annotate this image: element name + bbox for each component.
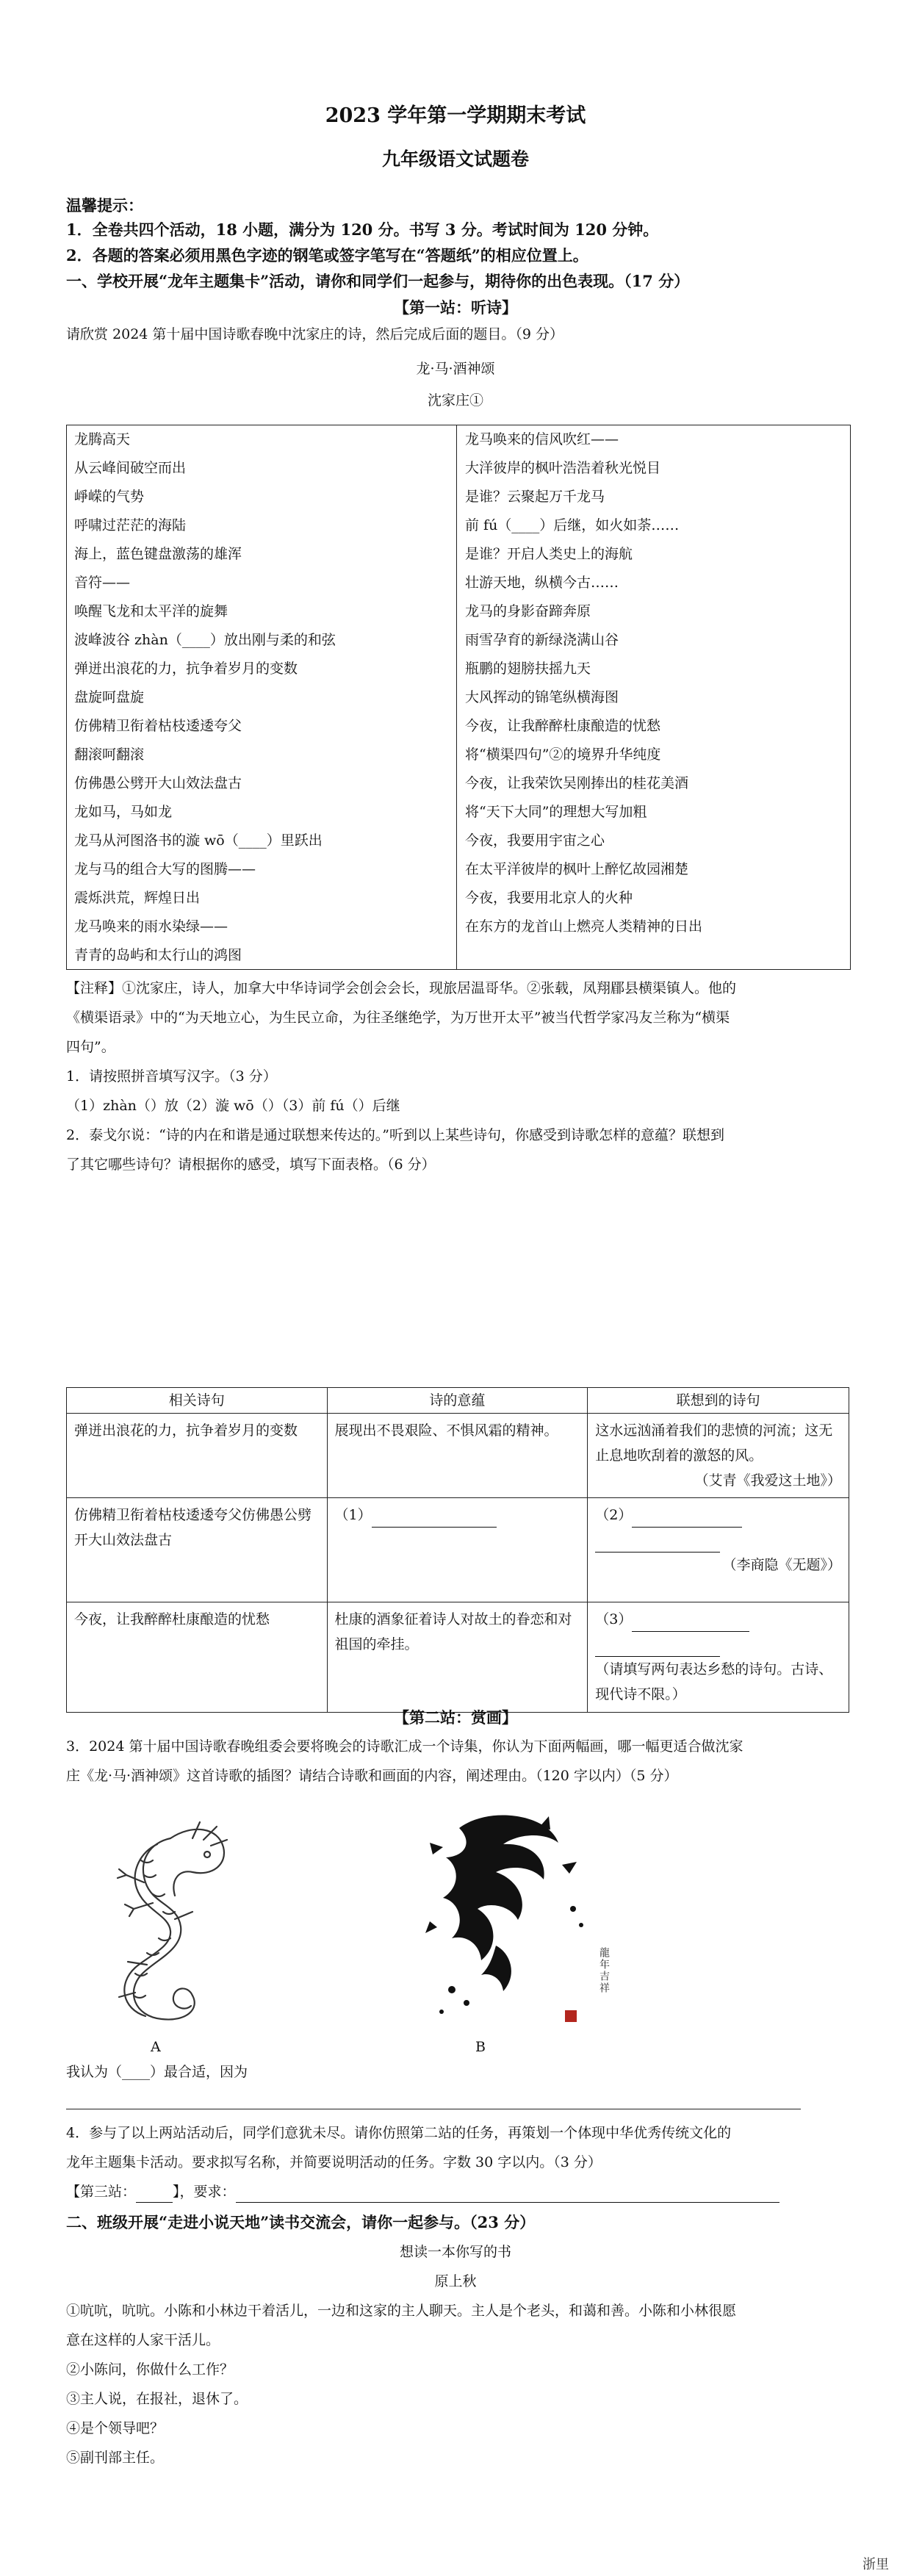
poem-author: 沈家庄①	[427, 392, 483, 409]
image-label-a: A	[151, 2039, 161, 2055]
station1-heading: 【第一站：听诗】	[394, 298, 517, 317]
question-4-line-1: 4．参与了以上两站活动后，同学们意犹未尽。请你仿照第二站的任务，再策划一个体现中华优秀传统文化的	[66, 2125, 732, 2141]
row2-associated[interactable]	[588, 1498, 849, 1602]
poem-right-column	[458, 425, 847, 969]
tip-1: 1．全卷共四个活动，18 小题，满分为 120 分。书写 3 分。考试时间为 120 分钟。	[66, 220, 659, 239]
poem-line: 是谁？云聚起万千龙马	[465, 489, 605, 505]
poem-line: 今夜，我要用北京人的火种	[465, 890, 633, 906]
poem-line: 仿佛愚公劈开大山效法盘古	[74, 775, 242, 791]
poem-left-column	[67, 425, 457, 969]
poem-line: 龙马唤来的雨水染绿——	[74, 918, 228, 935]
poem-line: 瓶鹏的翅膀扶摇九天	[465, 661, 591, 677]
exam-subtitle: 九年级语文试题卷	[381, 148, 529, 170]
station3-name-blank[interactable]	[136, 2186, 173, 2203]
poem-line: 青青的岛屿和太行山的鸿图	[74, 947, 242, 963]
poem-line: 龙与马的组合大写的图腾——	[74, 861, 256, 877]
row3-note: （请填写两句表达乡愁的诗句。古诗、现代诗不限。）	[595, 1661, 833, 1702]
tip-2: 2．各题的答案必须用黑色字迹的钢笔或签字笔写在“答题纸”的相应位置上。	[66, 246, 588, 265]
note-line-2: 《横渠语录》中的“为天地立心，为生民立命，为往圣继绝学，为万世开太平”被当代哲学家冯友兰称为“横渠	[66, 1010, 730, 1026]
poem-line: 弹迸出浪花的力，抗争着岁月的变数	[74, 661, 298, 677]
question-3-line-1: 3．2024 第十届中国诗歌春晚组委会要将晚会的诗歌汇成一个诗集，你认为下面两幅画，哪一幅更适合做沈家	[66, 1738, 743, 1755]
poem-line: 在东方的龙首山上燃亮人类精神的日出	[465, 918, 703, 935]
poem-line: 龙如马，马如龙	[74, 804, 173, 820]
footer-mark: 浙里	[863, 2557, 889, 2572]
exam-title: 2023 学年第一学期期末考试	[325, 104, 586, 127]
section2-heading: 二、班级开展“走进小说天地”读书交流会，请你一起参与。（23 分）	[66, 2213, 536, 2231]
poem-line: 盘旋呵盘旋	[74, 689, 145, 705]
poem-line: 翻滚呵翻滚	[74, 746, 145, 763]
station3-requirement-blank[interactable]	[236, 2186, 779, 2203]
section1-heading: 一、学校开展“龙年主题集卡”活动，请你和同学们一起参与，期待你的出色表现。（17 分）	[66, 272, 690, 290]
poem-line: 将“天下大同”的理想大写加粗	[465, 804, 647, 820]
col-header-meaning: 诗的意蕴	[327, 1388, 588, 1414]
row2-associated-label: （2）	[595, 1507, 633, 1523]
story-paragraph-3: ③主人说，在报社，退休了。	[66, 2391, 248, 2407]
poem-line: 呼啸过茫茫的海陆	[74, 517, 187, 533]
row2-meaning-label: （1）	[334, 1507, 372, 1523]
station2-heading: 【第二站：赏画】	[394, 1708, 517, 1727]
question-2-line-1: 2．泰戈尔说：“诗的内在和谐是通过联想来传达的。”听到以上某些诗句，你感受到诗歌怎样的意蕴？联想到	[66, 1127, 725, 1143]
station3-requirement-label: 】，要求：	[173, 2184, 236, 2200]
poem-line: 从云峰间破空而出	[74, 460, 187, 476]
answer-blank-2a[interactable]	[632, 1511, 742, 1528]
answer-blank-3a[interactable]	[632, 1615, 749, 1632]
question-2-line-2: 了其它哪些诗句？请根据你的感受，填写下面表格。（6 分）	[66, 1156, 436, 1173]
poem-line: 是谁？开启人类史上的海航	[465, 546, 633, 562]
station1-intro: 请欣赏 2024 第十届中国诗歌春晚中沈家庄的诗，然后完成后面的题目。（9 分）	[66, 326, 564, 342]
question-1-items: （1）zhàn（）放（2）漩 wō（）（3）前 fú（）后继	[66, 1098, 400, 1114]
col-header-verse: 相关诗句	[67, 1388, 328, 1414]
poem-line: 震烁洪荒，辉煌日出	[74, 890, 201, 906]
note-line-3: 四句”。	[66, 1039, 115, 1055]
poem-line: 波峰波谷 zhàn（____）放出刚与柔的和弦	[74, 632, 336, 648]
question-3-line-2: 庄《龙·马·酒神颂》这首诗歌的插图？请结合诗歌和画面的内容，阐述理由。（120 字以内）（5 分）	[66, 1768, 678, 1784]
row1-associated-text: 这水远汹涌着我们的悲愤的河流；这无止息地吹刮着的激怒的风。	[595, 1422, 833, 1464]
row2-meaning[interactable]	[327, 1498, 588, 1602]
poem-line: 雨雪孕育的新绿浇满山谷	[465, 632, 619, 648]
note-line-1: 【注释】①沈家庄，诗人，加拿大中华诗词学会创会会长，现旅居温哥华。②张载，凤翔郿县横渠镇人。他的	[66, 980, 737, 996]
poem-line: 音符——	[74, 575, 131, 591]
row1-verse: 弹迸出浪花的力，抗争着岁月的变数	[67, 1414, 328, 1498]
poem-line: 今夜，让我荣饮吴刚捧出的桂花美酒	[465, 775, 689, 791]
question-4-line-2: 龙年主题集卡活动。要求拟写名称，并简要说明活动的任务。字数 30 字以内。（3 分）	[66, 2154, 602, 2170]
poem-line: 大风挥动的锦笔纵横海图	[465, 689, 619, 705]
story-paragraph-4: ④是个领导吧？	[66, 2420, 165, 2436]
row3-verse: 今夜，让我醉醉杜康酿造的忧愁	[67, 1602, 328, 1713]
story-paragraph-1-line-2: 意在这样的人家干活儿。	[66, 2332, 220, 2348]
poem-line: 龙马的身影奋蹄奔原	[465, 603, 591, 619]
poem-line: 壮游天地，纵横今古……	[465, 575, 619, 591]
row1-associated	[588, 1414, 849, 1498]
poem-line: 龙马唤来的信风吹红——	[465, 431, 619, 447]
poem-line: 唤醒飞龙和太平洋的旋舞	[74, 603, 228, 619]
story-paragraph-2: ②小陈问，你做什么工作？	[66, 2361, 234, 2378]
poem-line: 海上，蓝色键盘激荡的雄浑	[74, 546, 242, 562]
story-author: 原上秋	[434, 2273, 477, 2289]
answer-blank-3b[interactable]	[595, 1640, 720, 1657]
row3-associated[interactable]	[588, 1602, 849, 1713]
poem-line: 今夜，让我醉醉杜康酿造的忧愁	[465, 718, 661, 734]
dragon-line-drawing-a[interactable]	[82, 1809, 237, 2029]
image-label-b: B	[475, 2039, 486, 2055]
question-3-answer-prompt: 我认为（____）最合适，因为	[66, 2064, 248, 2080]
poem-line: 崢嵘的气势	[74, 489, 145, 505]
poem-line: 将“横渠四句”②的境界升华纯度	[465, 746, 661, 763]
story-title: 想读一本你写的书	[399, 2244, 511, 2260]
station3-prefix: 【第三站：	[66, 2184, 137, 2200]
row3-meaning: 杜康的酒象征着诗人对故土的眷恋和对祖国的牵挂。	[327, 1602, 588, 1713]
poem-line: 龙腾高天	[74, 431, 131, 447]
row1-meaning: 展现出不畏艰险、不惧风霜的精神。	[327, 1414, 588, 1498]
poem-line: 龙马从河图洛书的漩 wō（____）里跃出	[74, 832, 323, 849]
dragon-ink-painting-b[interactable]	[408, 1799, 599, 2034]
tips-heading: 温馨提示：	[66, 196, 143, 215]
poem-title: 龙·马·酒神颂	[416, 361, 495, 377]
poem-line: 仿佛精卫衔着枯枝逶逶夸父	[74, 718, 242, 734]
story-paragraph-1-line-1: ①吭吭，吭吭。小陈和小林边干着活儿，一边和这家的主人聊天。主人是个老头，和蔼和善。小陈和小林很愿	[66, 2303, 737, 2319]
question-1: 1．请按照拼音填写汉字。（3 分）	[66, 1068, 277, 1084]
row2-citation: （李商隐《无题》）	[722, 1557, 841, 1573]
poem-table	[66, 425, 851, 970]
poem-line: 在太平洋彼岸的枫叶上醉忆故园湘楚	[465, 861, 689, 877]
association-table	[66, 1387, 849, 1713]
poem-line: 前 fú（____）后继，如火如荼……	[465, 517, 680, 533]
row2-verse: 仿佛精卫衔着枯枝逶逶夸父仿佛愚公劈开大山效法盘古	[67, 1498, 328, 1602]
question-4-line-3	[66, 2181, 852, 2203]
answer-blank-2b[interactable]	[595, 1536, 720, 1553]
calligraphy-inscription: 龍年吉祥	[598, 1947, 610, 1994]
row3-associated-label: （3）	[595, 1611, 633, 1627]
poem-line: 大洋彼岸的枫叶浩浩着秋光悦目	[465, 460, 661, 476]
answer-blank-1[interactable]	[372, 1511, 497, 1528]
row1-citation: （艾青《我爱这土地》）	[694, 1472, 841, 1489]
poem-line: 今夜，我要用宇宙之心	[465, 832, 605, 849]
story-paragraph-5: ⑤副刊部主任。	[66, 2450, 165, 2466]
col-header-associated: 联想到的诗句	[588, 1388, 849, 1414]
